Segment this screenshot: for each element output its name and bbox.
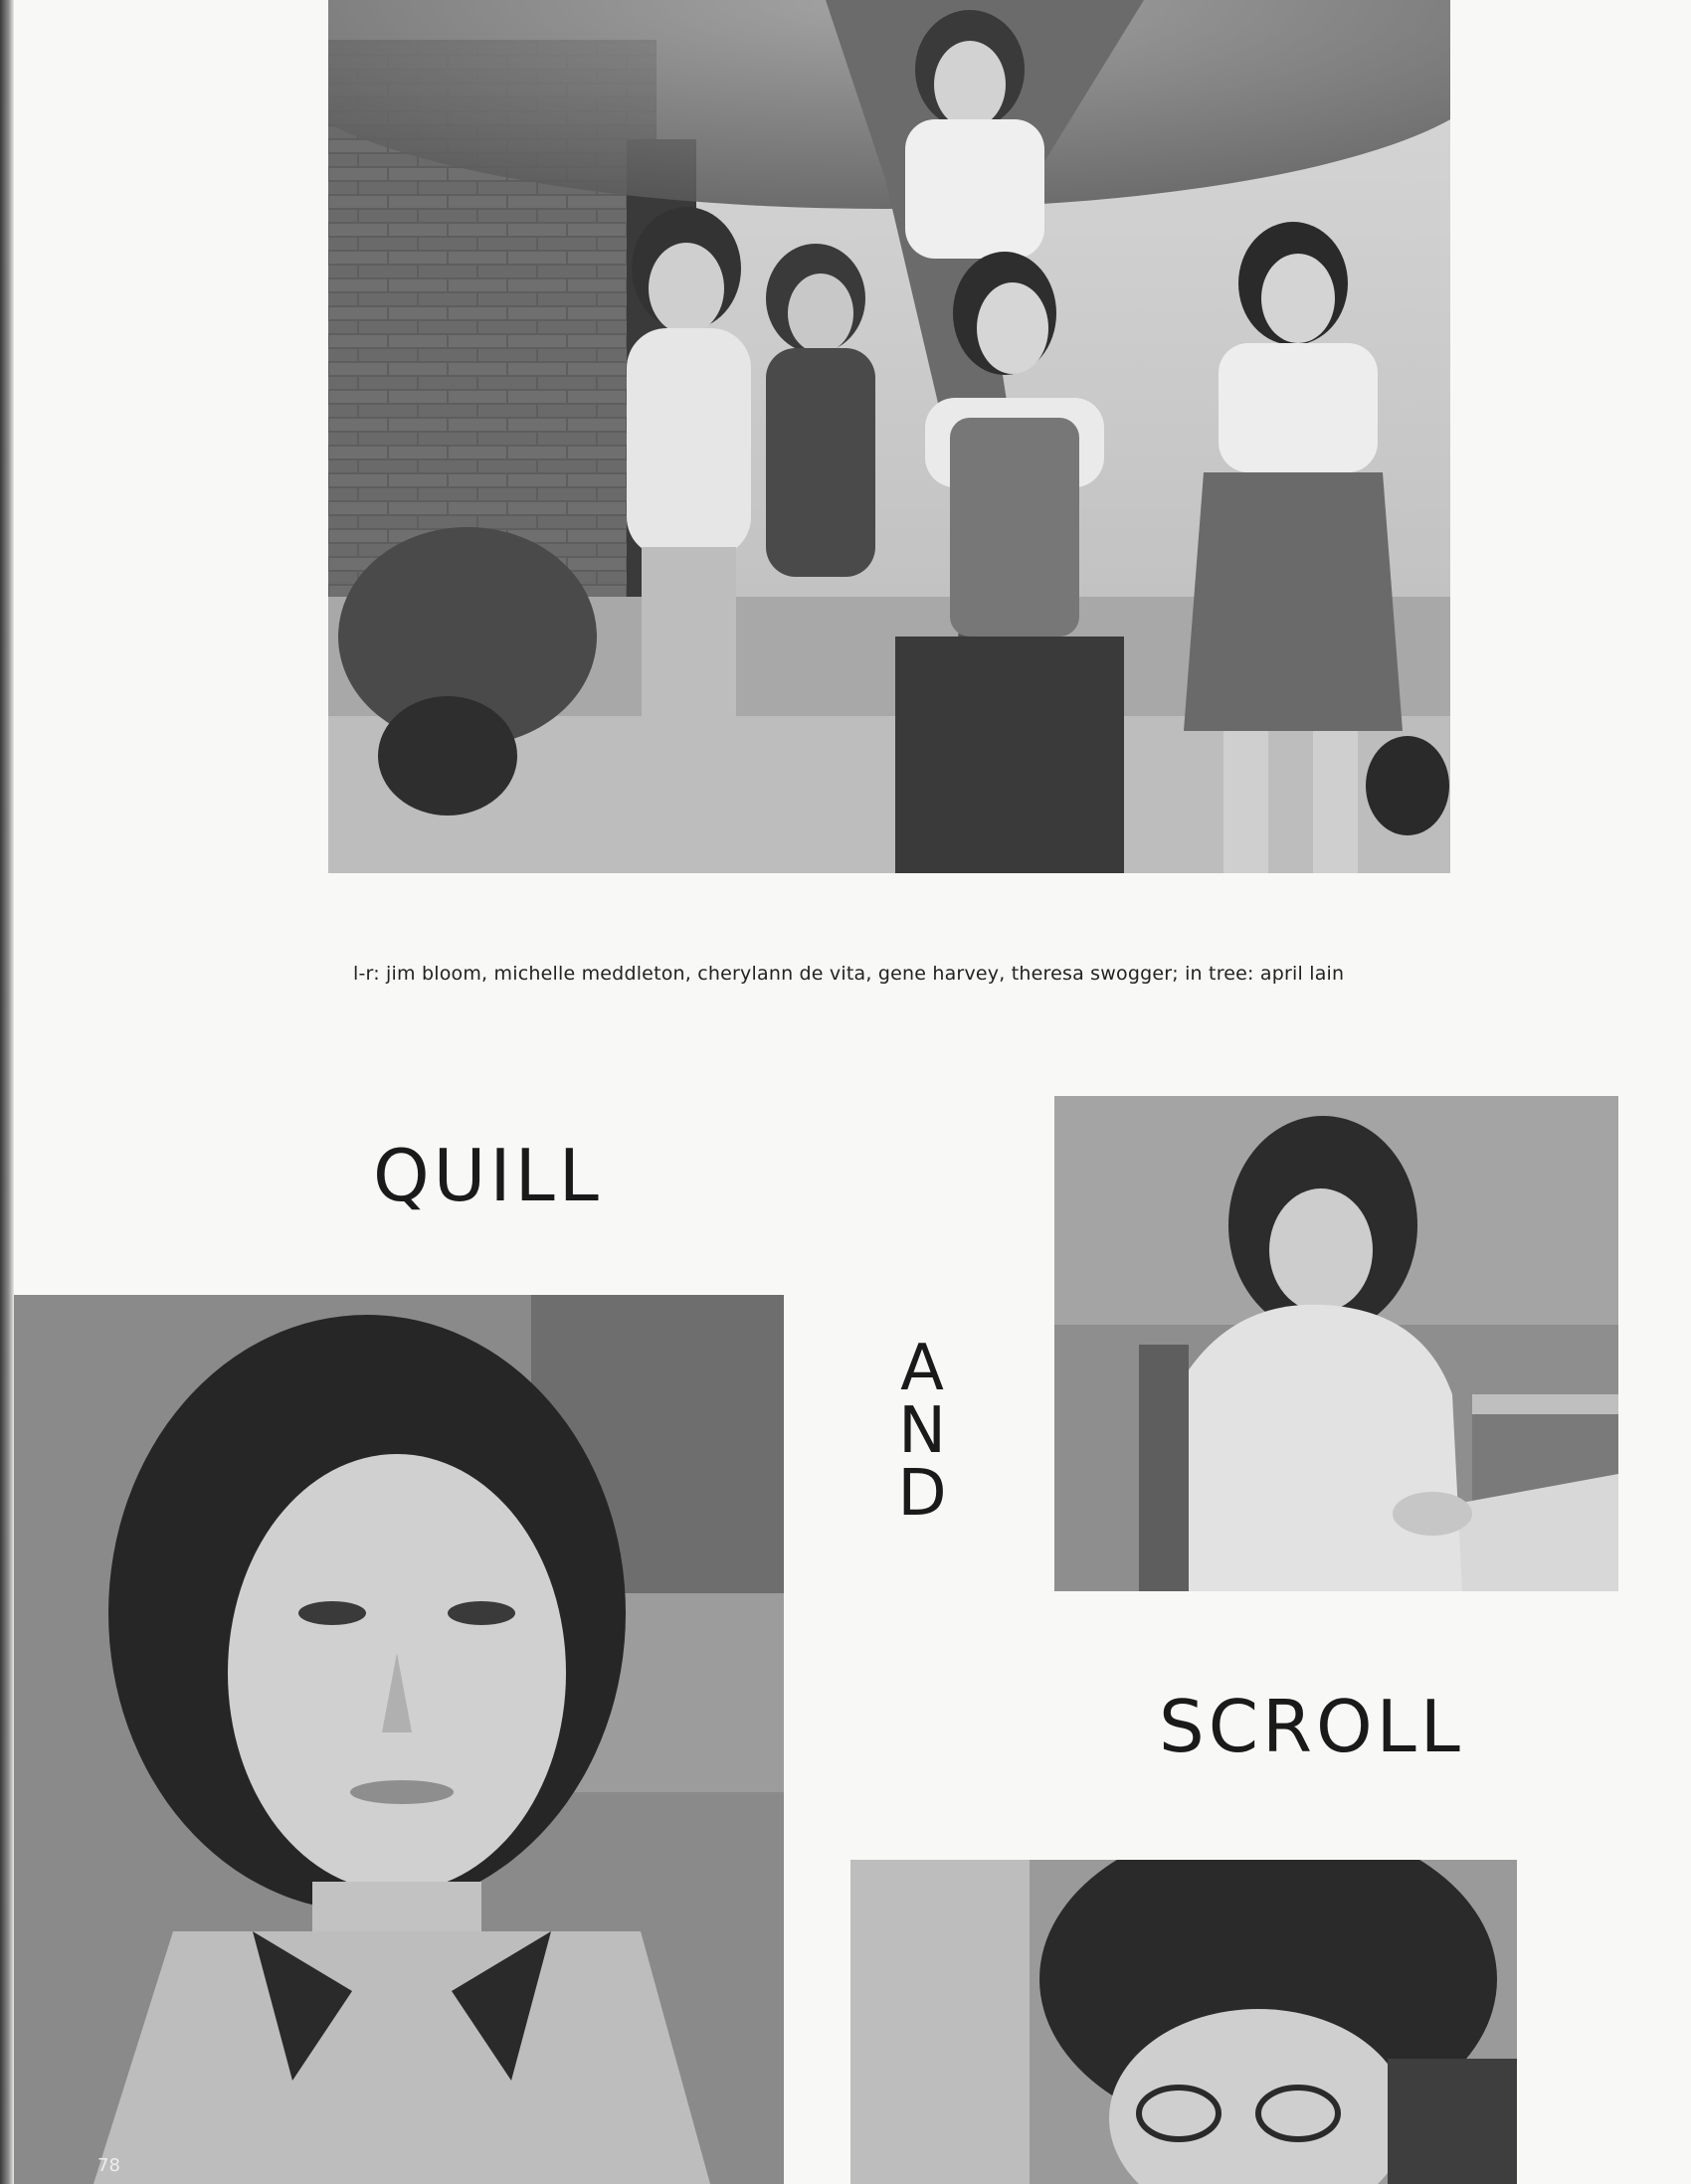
title-and-letter: A xyxy=(900,1332,944,1405)
portrait-image xyxy=(14,1295,784,2184)
page-number: 78 xyxy=(97,2155,120,2176)
group-photo-image xyxy=(328,0,1450,873)
writing-student-photo xyxy=(1054,1096,1618,1591)
title-and-letter: D xyxy=(897,1457,947,1531)
glasses-student-photo xyxy=(850,1860,1517,2184)
group-photo-caption: l-r: jim bloom, michelle meddleton, cherylann de vita, gene harvey, theresa swogger; in tree: april lain xyxy=(353,963,1345,985)
title-and-letter: N xyxy=(898,1394,946,1468)
binding-edge xyxy=(0,0,14,2184)
portrait-photo xyxy=(14,1295,784,2184)
group-photo xyxy=(328,0,1450,873)
title-scroll: SCROLL xyxy=(1159,1685,1464,1768)
writing-student-image xyxy=(1054,1096,1618,1591)
glasses-student-image xyxy=(850,1860,1517,2184)
title-and xyxy=(887,1332,957,1531)
title-quill: QUILL xyxy=(373,1134,603,1217)
